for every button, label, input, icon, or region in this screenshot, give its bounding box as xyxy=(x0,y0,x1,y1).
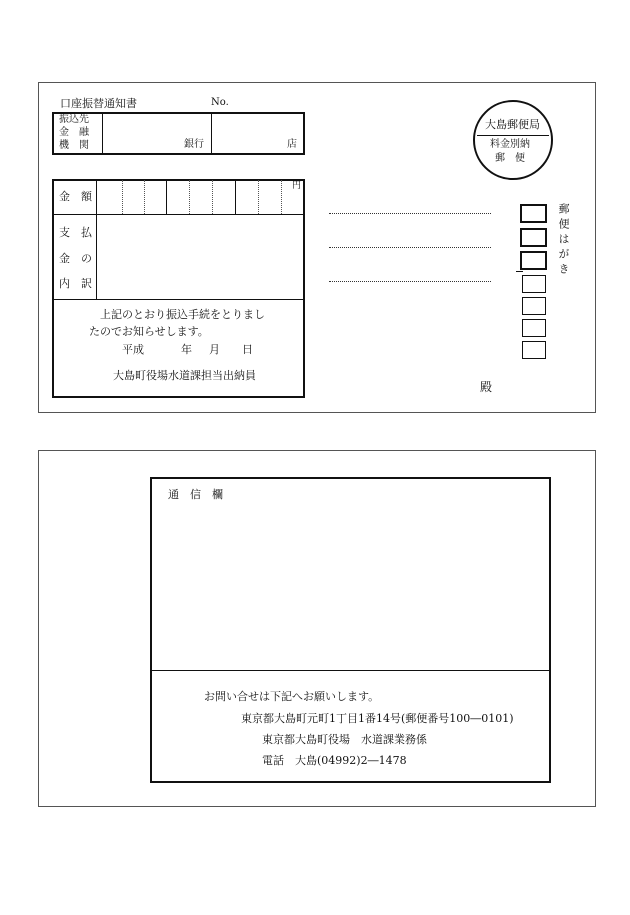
honorific-dono: 殿 xyxy=(480,380,493,394)
stamp-line3: 郵 便 xyxy=(495,153,525,164)
digit-group-divider xyxy=(166,180,167,214)
bank-label-line1: 振込先 xyxy=(59,114,89,125)
date-era: 平成 xyxy=(122,343,144,356)
postal-code-box xyxy=(522,341,546,359)
bank-label-line2: 金 融 xyxy=(59,127,89,138)
postcard-vertical-label: 郵便はがき xyxy=(557,203,570,278)
bank-box-divider xyxy=(102,113,103,154)
amount-label: 金 額 xyxy=(59,190,92,203)
date-day: 日 xyxy=(242,343,253,356)
yen-unit: 円 xyxy=(292,181,302,191)
communication-divider xyxy=(152,670,549,671)
communication-label: 通 信 欄 xyxy=(168,488,223,501)
amount-row-divider xyxy=(53,214,304,215)
office-address: 東京都大島町元町1丁目1番14号(郵便番号100―0101) xyxy=(241,712,514,725)
postal-code-box xyxy=(522,297,546,315)
digit-divider xyxy=(258,180,259,214)
address-line xyxy=(329,247,491,248)
label-column-divider xyxy=(96,180,97,299)
digit-divider xyxy=(122,180,123,214)
digit-divider xyxy=(144,180,145,214)
detail-notice-divider xyxy=(53,299,304,300)
detail-label-line1: 支 払 xyxy=(59,226,92,239)
bank-box-divider-branch xyxy=(211,113,212,154)
office-phone: 電話 大島(04992)2―1478 xyxy=(262,754,407,767)
postal-code-box xyxy=(522,319,546,337)
inquiry-intro: お問い合せは下記へお願いします。 xyxy=(204,690,380,703)
detail-label-line2: 金 の xyxy=(59,252,92,265)
form-title: 口座振替通知書 xyxy=(60,97,137,110)
address-line xyxy=(329,281,491,282)
number-label: No. xyxy=(211,97,229,108)
postal-code-box xyxy=(522,275,546,293)
bank-box xyxy=(52,112,305,155)
bank-label-line3: 機 関 xyxy=(59,140,89,151)
digit-group-divider xyxy=(235,180,236,214)
date-month: 月 xyxy=(209,343,220,356)
address-line xyxy=(329,213,491,214)
branch-suffix: 店 xyxy=(287,139,297,150)
postal-code-box xyxy=(520,228,547,247)
postal-code-box xyxy=(520,251,547,270)
stamp-office: 大島郵便局 xyxy=(485,118,540,131)
stamp-divider xyxy=(477,135,549,136)
digit-divider xyxy=(212,180,213,214)
postal-code-hyphen xyxy=(516,271,523,272)
digit-divider xyxy=(189,180,190,214)
office-department: 東京都大島町役場 水道課業務係 xyxy=(262,733,427,746)
postcard-front xyxy=(38,82,596,413)
stamp-line2: 料金別納 xyxy=(490,139,530,150)
postal-code-box xyxy=(520,204,547,223)
detail-label-line3: 内 訳 xyxy=(59,277,92,290)
bank-suffix: 銀行 xyxy=(184,139,204,150)
postcard-back xyxy=(38,450,596,807)
digit-divider xyxy=(281,180,282,214)
notice-text-line1: 上記のとおり振込手続をとりまし xyxy=(100,308,265,321)
issuer-name: 大島町役場水道課担当出納員 xyxy=(113,369,256,382)
date-year: 年 xyxy=(181,343,192,356)
notice-text-line2: たのでお知らせします。 xyxy=(89,325,209,338)
